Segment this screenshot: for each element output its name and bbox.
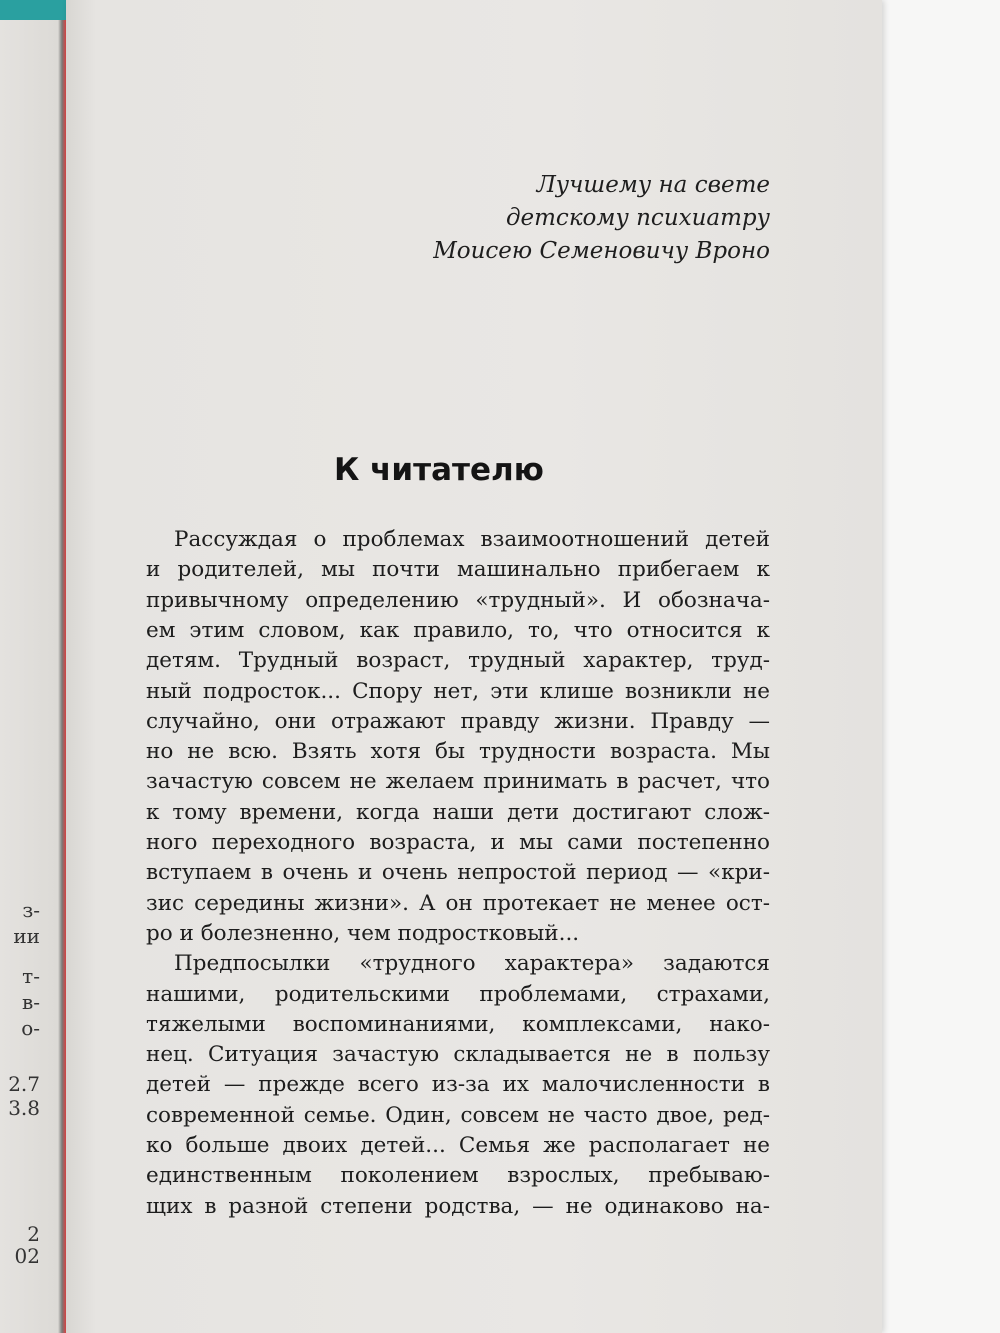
text-line: ного переходного возраста, и мы сами постепенно [146, 830, 770, 855]
text-line: к тому времени, когда наши дети достигают слож- [146, 799, 770, 825]
text-line: привычному определению «трудный». И обознача- [146, 587, 770, 613]
text-line: современной семье. Один, совсем не часто двое, ред- [146, 1102, 770, 1128]
fragment: 3.8 [8, 1096, 40, 1120]
epigraph-line: Лучшему на свете [536, 172, 770, 198]
fragment: о- [21, 1016, 40, 1040]
text-line: нашими, родительскими проблемами, страхами, [146, 981, 770, 1007]
text-line: детей — прежде всего из-за их малочисленности в [146, 1072, 770, 1098]
text-line: случайно, они отражают правду жизни. Правду — [146, 708, 770, 734]
text-line: Предпосылки «трудного характера» задаются [174, 951, 770, 977]
text-line: ро и болезненно, чем подростковый... [146, 920, 580, 946]
epigraph-line: детскому психиатру [505, 205, 770, 231]
text-line: зис середины жизни». А он протекает не менее ост- [146, 890, 770, 916]
fragment: в- [21, 990, 40, 1014]
text-line: вступаем в очень и очень непростой период — «кри- [146, 860, 770, 886]
text-line: нец. Ситуация зачастую складывается не в пользу [146, 1042, 770, 1068]
background [882, 0, 1000, 1333]
text-line: ко больше двоих детей... Семья же располагает не [146, 1133, 770, 1158]
fragment: т- [22, 964, 40, 988]
fragment: 2.7 [8, 1072, 40, 1096]
fragment: з- [22, 898, 40, 922]
text-line: тяжелыми воспоминаниями, комплексами, нако- [146, 1011, 770, 1037]
text-line: щих в разной степени родства, — не одинаково на- [146, 1193, 770, 1219]
text-line: ем этим словом, как правило, то, что относится к [146, 617, 770, 643]
text-line: зачастую совсем не желаем принимать в расчет, что [146, 769, 770, 795]
text-line: и родителей, мы почти машинально прибегаем к [146, 557, 770, 583]
text-line: Рассуждая о проблемах взаимоотношений детей [174, 527, 770, 552]
book-cover-edge [0, 0, 70, 1333]
fragment: 2 [27, 1222, 40, 1246]
fragment: 02 [14, 1244, 40, 1268]
text-line: но не всю. Взять хотя бы трудности возраста. Мы [146, 739, 770, 765]
epigraph-line: Моисею Семеновичу Вроно [433, 238, 770, 264]
fragment: ии [13, 924, 40, 948]
text-line: детям. Трудный возраст, трудный характер, труд- [146, 648, 770, 674]
text-line: единственным поколением взрослых, пребываю- [146, 1163, 770, 1189]
text-line: ный подросток... Спору нет, эти клише возникли не [146, 678, 770, 704]
cover-teal-band [0, 0, 70, 20]
chapter-title: К читателю [334, 452, 544, 488]
